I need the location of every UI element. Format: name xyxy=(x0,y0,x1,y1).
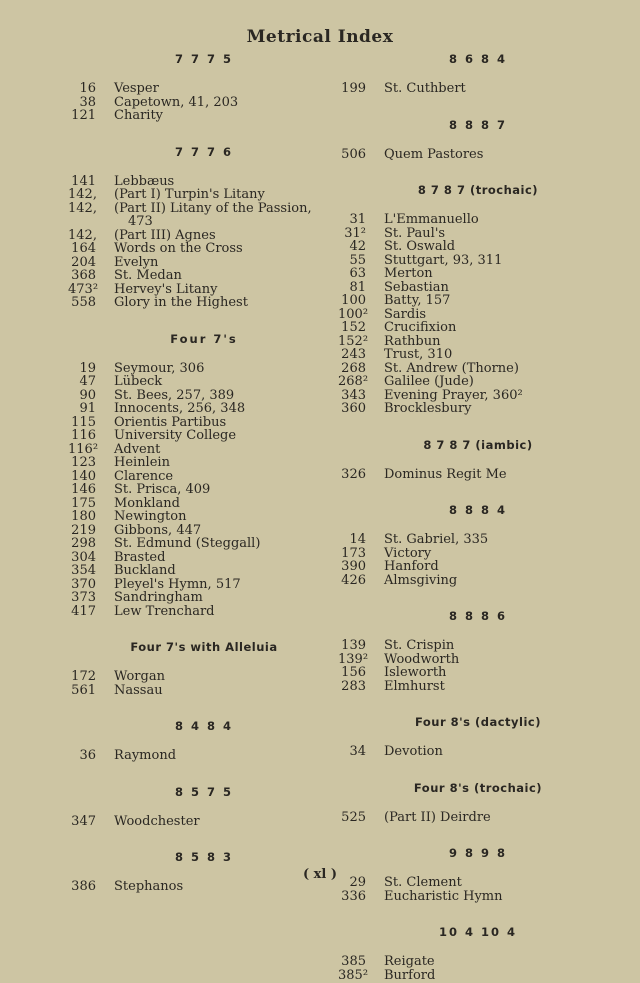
hymn-number: 298 xyxy=(71,536,96,551)
hymn-number: 268² xyxy=(338,374,369,389)
tune-name: (Part I) Turpin's Litany xyxy=(114,187,265,202)
tune-name: (Part II) Litany of the Passion, xyxy=(114,200,312,216)
hymn-number: 139 xyxy=(341,638,366,653)
index-entry xyxy=(68,429,340,443)
hymn-number: 373 xyxy=(71,590,96,605)
hymn-number: 283 xyxy=(341,678,366,694)
hymn-number: 268 xyxy=(341,360,366,376)
index-entry xyxy=(68,416,340,430)
index-entry xyxy=(68,524,340,538)
meter-heading: 10 4 10 4 xyxy=(438,925,518,939)
hymn-number: 525 xyxy=(341,809,366,825)
hymn-number: 368 xyxy=(71,268,96,283)
tune-name: Buckland xyxy=(114,563,176,578)
hymn-number: 354 xyxy=(71,563,96,578)
index-entry xyxy=(338,321,618,335)
tune-name: Elmhurst xyxy=(384,678,445,694)
meter-heading: 8 7 8 7 (trochaic) xyxy=(417,183,539,197)
hymn-number: 385² xyxy=(338,967,369,983)
tune-name: Batty, 157 xyxy=(384,293,451,308)
tune-name: Advent xyxy=(114,441,161,457)
tune-name: Woodworth xyxy=(384,651,460,667)
hymn-number: 343 xyxy=(341,387,366,403)
tune-name: Orientis Partibus xyxy=(114,414,227,430)
tune-name: St. Paul's xyxy=(384,225,446,241)
index-entry xyxy=(68,229,340,243)
tune-name: St. Crispin xyxy=(384,638,455,653)
meter-heading: 7 7 7 6 xyxy=(174,144,234,159)
hymn-number: 34 xyxy=(349,744,366,759)
tune-name: St. Prisca, 409 xyxy=(114,482,211,497)
hymn-number: 91 xyxy=(79,401,96,416)
hymn-number: 180 xyxy=(71,509,96,524)
index-entry xyxy=(68,202,340,216)
hymn-number: 115 xyxy=(71,414,96,430)
index-entry xyxy=(68,880,340,894)
index-entry xyxy=(338,639,618,653)
hymn-number: 100² xyxy=(338,306,369,322)
tune-name: Worgan xyxy=(114,669,165,684)
index-entry xyxy=(68,402,340,416)
hymn-number: 336 xyxy=(341,888,366,904)
hymn-number: 63 xyxy=(349,266,366,281)
index-entry xyxy=(338,653,618,667)
meter-heading: 8 5 7 5 xyxy=(174,784,234,799)
index-entry xyxy=(68,670,340,684)
hymn-number: 506 xyxy=(341,146,366,162)
meter-heading: 8 8 8 6 xyxy=(448,609,508,623)
tune-name: Hervey's Litany xyxy=(114,281,218,297)
index-entry xyxy=(68,109,340,123)
index-entry xyxy=(338,294,618,308)
hymn-number: 204 xyxy=(71,254,96,270)
index-entry xyxy=(68,483,340,497)
hymn-number: 156 xyxy=(341,665,366,680)
tune-name: St. Cuthbert xyxy=(384,81,466,96)
hymn-number: 81 xyxy=(349,279,366,295)
tune-name: St. Bees, 257, 389 xyxy=(114,387,235,403)
hymn-number: 417 xyxy=(71,603,96,619)
hymn-number: 385 xyxy=(341,954,366,969)
tune-name: Sandringham xyxy=(114,590,203,605)
index-entry xyxy=(338,890,618,904)
entry-continuation: 473 xyxy=(128,214,153,229)
left-column xyxy=(68,50,340,894)
tune-name: Burford xyxy=(384,967,436,983)
index-entry xyxy=(338,148,618,162)
index-entry xyxy=(68,188,340,202)
tune-name: Pleyel's Hymn, 517 xyxy=(114,576,241,592)
index-entry xyxy=(338,375,618,389)
hymn-number: 152² xyxy=(338,333,369,349)
hymn-number: 116 xyxy=(71,428,96,443)
hymn-number: 326 xyxy=(341,466,366,482)
hymn-number: 390 xyxy=(341,559,366,574)
tune-name: Reigate xyxy=(384,954,435,969)
hymn-number: 14 xyxy=(349,532,366,547)
tune-name: Innocents, 256, 348 xyxy=(114,401,246,416)
tune-name: Hanford xyxy=(384,559,439,574)
index-entry xyxy=(68,749,340,763)
hymn-number: 558 xyxy=(71,295,96,310)
tune-name: Brocklesbury xyxy=(384,401,472,416)
tune-name: Heinlein xyxy=(114,455,170,470)
tune-name: (Part II) Deirdre xyxy=(384,809,491,825)
index-entry xyxy=(68,96,340,110)
hymn-number: 360 xyxy=(341,401,366,416)
index-entry xyxy=(68,443,340,457)
index-entry xyxy=(338,680,618,694)
tune-name: Lübeck xyxy=(114,374,163,389)
meter-heading: Four 8's (dactylic) xyxy=(414,715,542,729)
index-entry xyxy=(338,267,618,281)
index-entry xyxy=(68,296,340,310)
tune-name: Stuttgart, 93, 311 xyxy=(384,252,503,268)
index-entry xyxy=(338,348,618,362)
tune-name: Quem Pastores xyxy=(384,146,484,162)
tune-name: St. Oswald xyxy=(384,239,456,254)
hymn-number: 561 xyxy=(71,682,96,698)
hymn-number: 139² xyxy=(338,651,369,667)
hymn-number: 199 xyxy=(341,81,366,96)
tune-name: University College xyxy=(114,428,237,443)
index-entry xyxy=(338,227,618,241)
tune-name: Glory in the Highest xyxy=(114,295,248,310)
tune-name: St. Clement xyxy=(384,875,462,890)
index-entry xyxy=(338,362,618,376)
hymn-number: 141 xyxy=(71,173,96,189)
tune-name: Words on the Cross xyxy=(114,241,243,256)
index-entry xyxy=(68,578,340,592)
hymn-number: 140 xyxy=(71,468,96,484)
tune-name: Lebbæus xyxy=(114,173,175,189)
meter-heading: 8 7 8 7 (iambic) xyxy=(423,437,533,452)
index-entry xyxy=(68,242,340,256)
index-entry xyxy=(338,560,618,574)
tune-name: Rathbun xyxy=(384,333,441,349)
tune-name: St. Edmund (Steggall) xyxy=(114,536,261,551)
index-entry xyxy=(338,254,618,268)
page-title: Metrical Index xyxy=(246,27,394,47)
index-entry xyxy=(68,564,340,578)
tune-name: Dominus Regit Me xyxy=(384,466,507,482)
hymn-number: 172 xyxy=(71,669,96,684)
tune-name: Victory xyxy=(384,545,432,561)
index-entry xyxy=(338,969,618,983)
index-entry xyxy=(338,547,618,561)
index-entry xyxy=(68,256,340,270)
index-entry xyxy=(338,745,618,759)
index-entry xyxy=(338,955,618,969)
index-entry xyxy=(68,497,340,511)
hymn-number: 116² xyxy=(68,441,99,457)
tune-name: L'Emmanuello xyxy=(384,212,479,227)
hymn-number: 304 xyxy=(71,549,96,565)
index-entry xyxy=(68,470,340,484)
tune-name: Brasted xyxy=(114,549,166,565)
index-entry xyxy=(338,82,618,96)
hymn-number: 426 xyxy=(341,572,366,588)
hymn-number: 38 xyxy=(79,94,96,110)
index-entry xyxy=(68,684,340,698)
hymn-number: 164 xyxy=(71,241,96,256)
tune-name: Merton xyxy=(384,266,433,281)
meter-heading: 8 8 8 7 xyxy=(448,117,508,132)
index-entry xyxy=(68,551,340,565)
tune-name: Sardis xyxy=(384,306,427,322)
index-entry xyxy=(338,402,618,416)
index-entry xyxy=(68,269,340,283)
right-column xyxy=(338,50,618,982)
index-entry xyxy=(68,456,340,470)
tune-name: Capetown, 41, 203 xyxy=(114,94,239,110)
index-entry xyxy=(338,335,618,349)
hymn-number: 146 xyxy=(71,482,96,497)
hymn-number: 219 xyxy=(71,522,96,538)
hymn-number: 90 xyxy=(79,387,96,403)
index-entry xyxy=(68,175,340,189)
hymn-number: 36 xyxy=(79,748,96,763)
hymn-number: 152 xyxy=(341,320,366,335)
tune-name: Gibbons, 447 xyxy=(114,522,202,538)
index-entry xyxy=(338,213,618,227)
index-entry xyxy=(68,605,340,619)
meter-heading: Four 8's (trochaic) xyxy=(413,780,543,795)
tune-name: Trust, 310 xyxy=(384,347,453,362)
index-entry xyxy=(68,510,340,524)
tune-name: Clarence xyxy=(114,468,174,484)
tune-name: Newington xyxy=(114,509,187,524)
tune-name: Vesper xyxy=(114,81,159,96)
tune-name: Lew Trenchard xyxy=(114,603,215,619)
index-entry xyxy=(68,389,340,403)
hymn-number: 29 xyxy=(349,875,366,890)
hymn-number: 47 xyxy=(79,374,96,389)
index-entry xyxy=(68,815,340,829)
meter-heading: 7 7 7 5 xyxy=(174,52,234,66)
tune-name: Sebastian xyxy=(384,279,449,295)
index-entry xyxy=(68,82,340,96)
meter-heading: 9 8 9 8 xyxy=(448,846,508,860)
tune-name: Raymond xyxy=(114,748,177,763)
index-entry xyxy=(338,240,618,254)
tune-name: (Part III) Agnes xyxy=(114,227,216,243)
hymn-number: 142, xyxy=(68,187,97,202)
tune-name: Evening Prayer, 360² xyxy=(384,387,523,403)
tune-name: Galilee (Jude) xyxy=(384,374,474,389)
tune-name: Seymour, 306 xyxy=(114,360,205,376)
tune-name: Monkland xyxy=(114,495,180,511)
tune-name: Evelyn xyxy=(114,254,159,270)
hymn-number: 173 xyxy=(341,545,366,561)
hymn-number: 175 xyxy=(71,495,96,511)
index-entry xyxy=(338,389,618,403)
index-entry xyxy=(68,283,340,297)
meter-heading: Four 7's xyxy=(170,331,238,346)
tune-name: Almsgiving xyxy=(384,572,458,588)
index-entry xyxy=(338,468,618,482)
meter-heading: 8 8 8 4 xyxy=(448,503,508,517)
index-entry xyxy=(68,537,340,551)
hymn-number: 243 xyxy=(341,347,366,362)
tune-name: Devotion xyxy=(384,744,443,759)
meter-heading: 8 5 8 3 xyxy=(174,850,234,864)
index-entry xyxy=(68,591,340,605)
hymn-number: 55 xyxy=(349,252,366,268)
hymn-number: 31 xyxy=(349,212,366,227)
tune-name: St. Gabriel, 335 xyxy=(384,532,489,547)
hymn-number: 121 xyxy=(71,108,96,123)
index-entry xyxy=(338,533,618,547)
hymn-number: 19 xyxy=(79,360,96,376)
hymn-number: 386 xyxy=(71,879,96,894)
meter-heading: Four 7's with Alleluia xyxy=(130,640,278,654)
index-entry xyxy=(338,308,618,322)
hymn-number: 142, xyxy=(68,227,97,243)
hymn-number: 347 xyxy=(71,813,96,829)
tune-name: St. Andrew (Thorne) xyxy=(384,360,519,376)
meter-heading: 8 4 8 4 xyxy=(174,719,234,733)
hymn-number: 473² xyxy=(68,281,99,297)
hymn-number: 42 xyxy=(349,239,366,254)
hymn-number: 123 xyxy=(71,455,96,470)
index-entry xyxy=(338,574,618,588)
index-entry xyxy=(338,281,618,295)
index-entry xyxy=(68,375,340,389)
tune-name: Nassau xyxy=(114,682,163,698)
index-entry xyxy=(338,811,618,825)
hymn-number: 370 xyxy=(71,576,96,592)
meter-heading: 8 6 8 4 xyxy=(448,52,508,66)
tune-name: Crucifixion xyxy=(384,320,457,335)
page-number: ( xl ) xyxy=(302,867,338,882)
tune-name: Woodchester xyxy=(114,813,200,829)
tune-name: Isleworth xyxy=(384,665,447,680)
index-entry xyxy=(338,666,618,680)
hymn-number: 16 xyxy=(79,81,96,96)
tune-name: St. Medan xyxy=(114,268,182,283)
hymn-number: 31² xyxy=(344,225,366,241)
tune-name: Charity xyxy=(114,108,164,123)
hymn-number: 142, xyxy=(68,200,97,216)
index-entry xyxy=(68,362,340,376)
tune-name: Eucharistic Hymn xyxy=(384,888,503,904)
hymn-number: 100 xyxy=(341,293,366,308)
tune-name: Stephanos xyxy=(114,879,184,894)
